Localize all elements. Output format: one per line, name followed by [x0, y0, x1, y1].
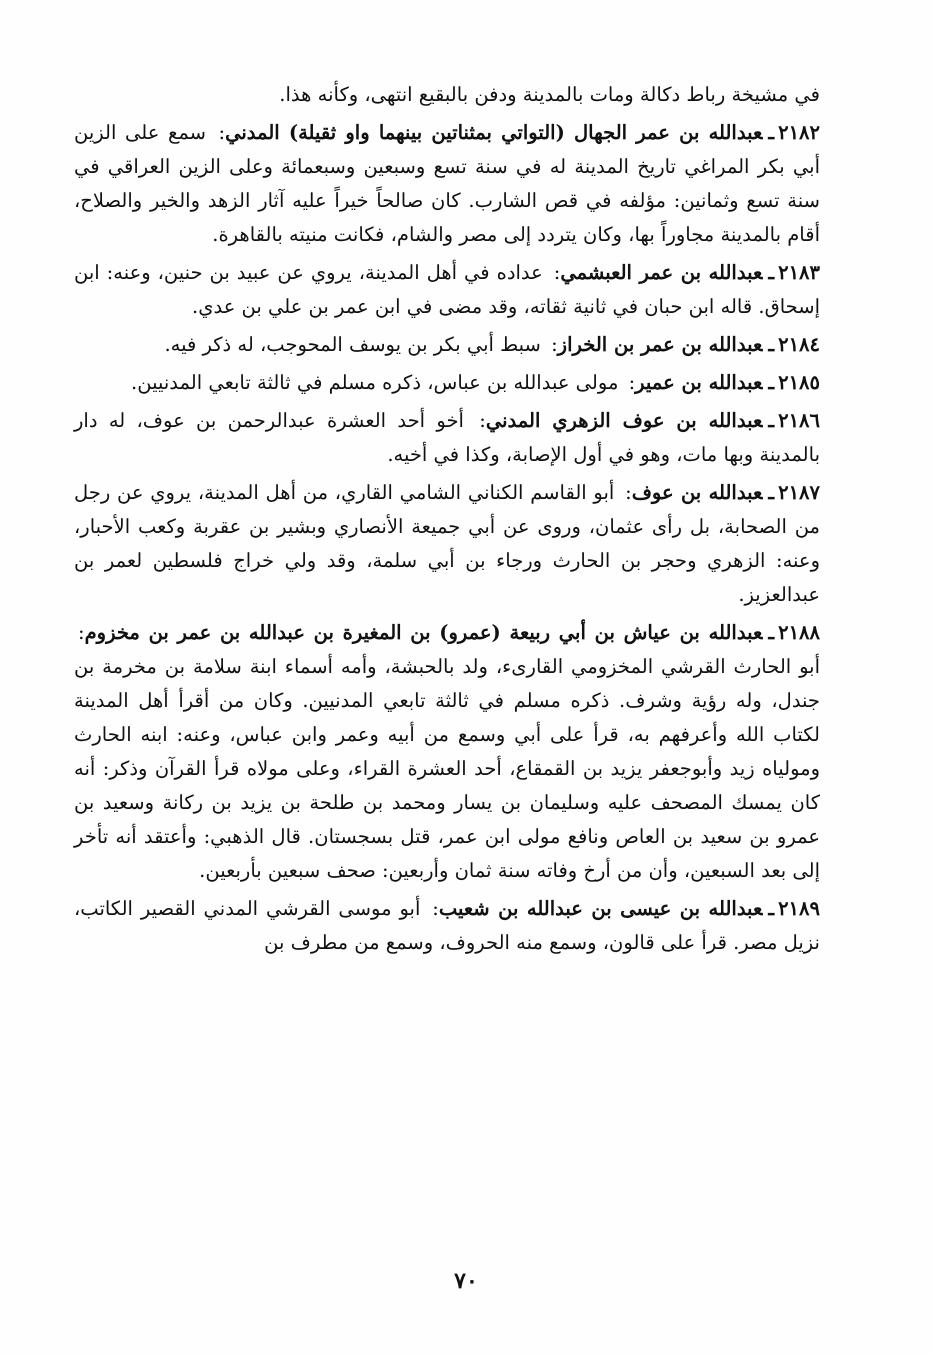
- main-text-column: [74, 78, 820, 964]
- entry-name: عبدالله بن عيسى بن عبدالله بن شعيب: [438, 897, 763, 920]
- biography-entry-2184: [74, 328, 820, 362]
- entry-number: ٢١٨٤: [778, 333, 820, 356]
- entry-number: ٢١٨٦: [778, 409, 820, 432]
- entry-text: مولى عبدالله بن عباس، ذكره مسلم في ثالثة تابعي المدنيين.: [131, 371, 619, 394]
- entry-name: عبدالله بن عمر بن الخراز: [557, 333, 763, 356]
- entry-dash: ـ: [768, 621, 775, 644]
- entry-name: عبدالله بن عمير: [635, 371, 763, 394]
- entry-text: أبو القاسم الكناني الشامي القاري، من أهل المدينة، يروي عن رجل من الصحابة، بل رأى عثمان، وروى عن أبي جميعة الأنصاري وبشير بن عقربة وكعب الأحبار، وعنه: الزهري وحجر بن الحارث ورجاء بن أبي سلمة، وقد ولي خراج فلسطين لعمر بن عبدالعزيز.: [74, 481, 820, 606]
- biography-entry-2189: [74, 892, 820, 960]
- biography-entry-2182: [74, 116, 820, 252]
- entry-separator: :: [625, 481, 632, 504]
- entry-dash: ـ: [768, 371, 775, 394]
- continuation-text: في مشيخة رباط دكالة ومات بالمدينة ودفن بالبقيع انتهى، وكأنه هذا.: [279, 83, 820, 106]
- entry-number: ٢١٨٧: [778, 481, 821, 504]
- entry-text: عداده في أهل المدينة، يروي عن عبيد بن حنين، وعنه: ابن إسحاق. قاله ابن حبان في ثانية ثقاته، وقد مضى في ابن عمر بن علي بن عدي.: [74, 261, 820, 318]
- entry-name: عبدالله بن عمر العبشمي: [560, 261, 763, 284]
- entry-number: ٢١٨٩: [778, 897, 820, 920]
- entry-separator: :: [628, 371, 636, 394]
- entry-name: عبدالله بن عمر الجهال (التواتي بمثناتين بينهما واو ثقيلة) المدني: [225, 121, 763, 144]
- biography-entry-2188: [74, 616, 820, 888]
- entry-dash: ـ: [768, 897, 775, 920]
- entry-name: عبدالله بن عوف الزهري المدني: [485, 409, 763, 432]
- entry-text: أخو أحد العشرة عبدالرحمن بن عوف، له دار بالمدينة وبها مات، وهو في أول الإصابة، وكذا في أخيه.: [74, 409, 820, 466]
- biography-entry-2187: [74, 476, 820, 612]
- entry-dash: ـ: [768, 261, 775, 284]
- entry-separator: :: [553, 261, 561, 284]
- entry-separator: :: [551, 333, 558, 356]
- entry-number: ٢١٨٢: [778, 121, 820, 144]
- entry-separator: :: [479, 409, 486, 432]
- biography-entry-2185: [74, 366, 820, 400]
- entry-number: ٢١٨٣: [778, 261, 820, 284]
- entry-number: ٢١٨٥: [778, 371, 820, 394]
- entry-text: أبو موسى القرشي المدني القصير الكاتب، نزيل مصر. قرأ على قالون، وسمع منه الحروف، وسمع من مطرف بن: [74, 897, 820, 954]
- entry-dash: ـ: [768, 409, 775, 432]
- entry-name: عبدالله بن عوف: [631, 481, 763, 504]
- biography-entry-2183: [74, 256, 820, 324]
- entry-separator: :: [218, 121, 226, 144]
- biography-entry-2186: [74, 404, 820, 472]
- entry-separator: :: [432, 897, 439, 920]
- entry-text: سمع على الزين أبي بكر المراغي تاريخ المدينة له في سنة تسع وسبعين وسبعمائة وعلى الزين العراقي في سنة تسع وثمانين: مؤلفه في قص الشارب. كان صالحاً خيراً عليه آثار الزهد والخير والصلاح، أقام بالمدينة مجاوراً بها، وكان يتردد إلى مصر والشام، فكانت منيته بالقاهرة.: [74, 121, 820, 246]
- entry-number: ٢١٨٨: [778, 621, 820, 644]
- entry-dash: ـ: [768, 121, 775, 144]
- continuation-paragraph: [74, 78, 820, 112]
- entry-name: عبدالله بن عياش بن أبي ربيعة (عمرو) بن المغيرة بن عبدالله بن عمر بن مخزوم: [84, 621, 763, 644]
- page-number: ٧٠: [454, 1268, 478, 1294]
- entry-separator: :: [78, 621, 85, 644]
- entry-dash: ـ: [768, 481, 775, 504]
- entry-text: سبط أبي بكر بن يوسف المحوجب، له ذكر فيه.: [164, 333, 541, 356]
- entry-dash: ـ: [768, 333, 775, 356]
- entry-text: أبو الحارث القرشي المخزومي القارىء، ولد بالحبشة، وأمه أسماء ابنة سلامة بن مخرمة بن جندل، وله رؤية وشرف. ذكره مسلم في ثالثة تابعي المدنيين. وكان من أقرأ أهل المدينة لكتاب الله وأعرفهم به، قرأ على أبي وسمع من أبيه وعمر وابن عباس، وعنه: ابنه الحارث ومولياه زيد وأبوجعفر يزيد بن القمقاع، أحد العشرة القراء، وعلى مولاه قرأ القرآن وذكر: أنه كان يمسك المصحف عليه وسليمان بن يسار ومحمد بن طلحة بن يزيد بن ركانة وسعيد بن عمرو بن سعيد بن العاص ونافع مولى ابن عمر، قتل بسجستان. قال الذهبي: وأعتقد أنه تأخر إلى بعد السبعين، وأن من أرخ وفاته سنة ثمان وأربعين: صحف سبعين بأربعين.: [74, 655, 820, 882]
